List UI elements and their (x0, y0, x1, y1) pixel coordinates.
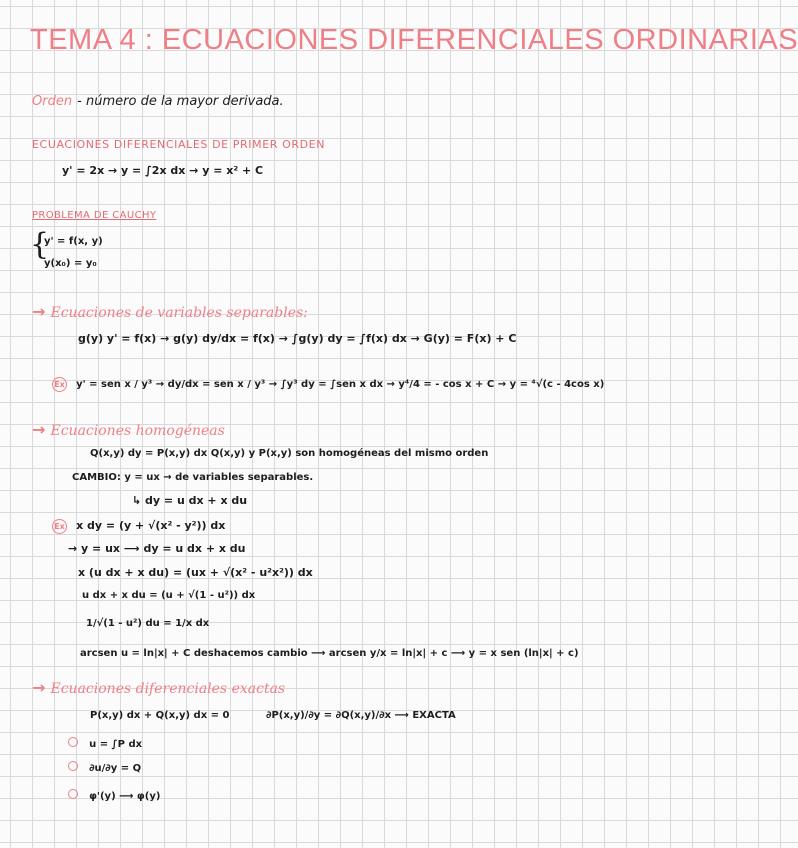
exactas-condition: ∂P(x,y)/∂y = ∂Q(x,y)/∂x ⟶ EXACTA (266, 710, 456, 721)
homogeneas-header-row (32, 420, 225, 439)
arrow-right-icon: → (32, 678, 46, 697)
arrow-right-icon: → (32, 302, 46, 321)
example-badge: Ex (52, 377, 67, 392)
exactas-step-3-row (68, 784, 160, 803)
exactas-step-2: ∂u/∂y = Q (89, 763, 142, 774)
cauchy-brace: { (30, 227, 50, 262)
homogeneas-ex-3: x (u dx + x du) = (ux + √(x² - u²x²)) dx (78, 566, 313, 579)
cauchy-heading: PROBLEMA DE CAUCHY (32, 210, 157, 221)
homogeneas-ex-2: → y = ux ⟶ dy = u dx + x du (68, 542, 246, 555)
homogeneas-ex-1: x dy = (y + √(x² - y²)) dx (76, 519, 226, 532)
exactas-step-3: φ'(y) ⟶ φ(y) (89, 791, 161, 802)
cauchy-line-2: y(x₀) = y₀ (44, 258, 97, 269)
homogeneas-line-2: CAMBIO: y = ux → de variables separables. (72, 472, 314, 483)
homogeneas-heading: Ecuaciones homogéneas (50, 423, 225, 439)
homogeneas-ex-5: 1/√(1 - u²) du = 1/x dx (86, 618, 210, 629)
orden-definition: - número de la mayor derivada. (77, 94, 284, 109)
primer-orden-heading: ECUACIONES DIFERENCIALES DE PRIMER ORDEN (32, 138, 326, 151)
exactas-header-row (32, 678, 285, 697)
separables-header-row (32, 302, 308, 321)
arrow-right-icon: → (32, 420, 46, 439)
exactas-step-2-row (68, 756, 141, 775)
separables-formula: g(y) y' = f(x) → g(y) dy/dx = f(x) → ∫g(y) dy = ∫f(x) dx → G(y) = F(x) + C (78, 332, 517, 345)
orden-label: Orden (32, 94, 73, 109)
page-title: TEMA 4 : ECUACIONES DIFERENCIALES ORDINARIAS (30, 24, 798, 56)
homogeneas-line-3: ↳ dy = u dx + x du (132, 494, 248, 507)
separables-example: y' = sen x / y³ → dy/dx = sen x / y³ → ∫y³ dy = ∫sen x dx → y⁴/4 = - cos x + C → y = ⁴√(c - 4cos x) (76, 379, 605, 390)
orden-line (32, 90, 284, 109)
homogeneas-ex-4: u dx + x du = (u + √(1 - u²)) dx (82, 590, 256, 601)
homogeneas-ex-6: arcsen u = ln|x| + C deshacemos cambio ⟶ arcsen y/x = ln|x| + c ⟶ y = x sen (ln|x| + c) (80, 648, 579, 659)
exactas-formula: P(x,y) dx + Q(x,y) dx = 0 (90, 710, 230, 721)
primer-orden-formula: y' = 2x → y = ∫2x dx → y = x² + C (62, 164, 264, 177)
separables-heading: Ecuaciones de variables separables: (50, 305, 308, 321)
cauchy-line-1: y' = f(x, y) (44, 236, 103, 247)
example-badge: Ex (52, 519, 67, 534)
homogeneas-example-row (52, 514, 225, 534)
homogeneas-line-1: Q(x,y) dy = P(x,y) dx Q(x,y) y P(x,y) son homogéneas del mismo orden (90, 448, 489, 459)
exactas-step-1-row (68, 732, 142, 751)
step-bullet-icon (68, 737, 78, 747)
step-bullet-icon (68, 761, 78, 771)
exactas-heading: Ecuaciones diferenciales exactas (50, 681, 286, 697)
step-bullet-icon (68, 789, 78, 799)
separables-example-row (52, 372, 604, 392)
exactas-step-1: u = ∫P dx (89, 739, 143, 750)
